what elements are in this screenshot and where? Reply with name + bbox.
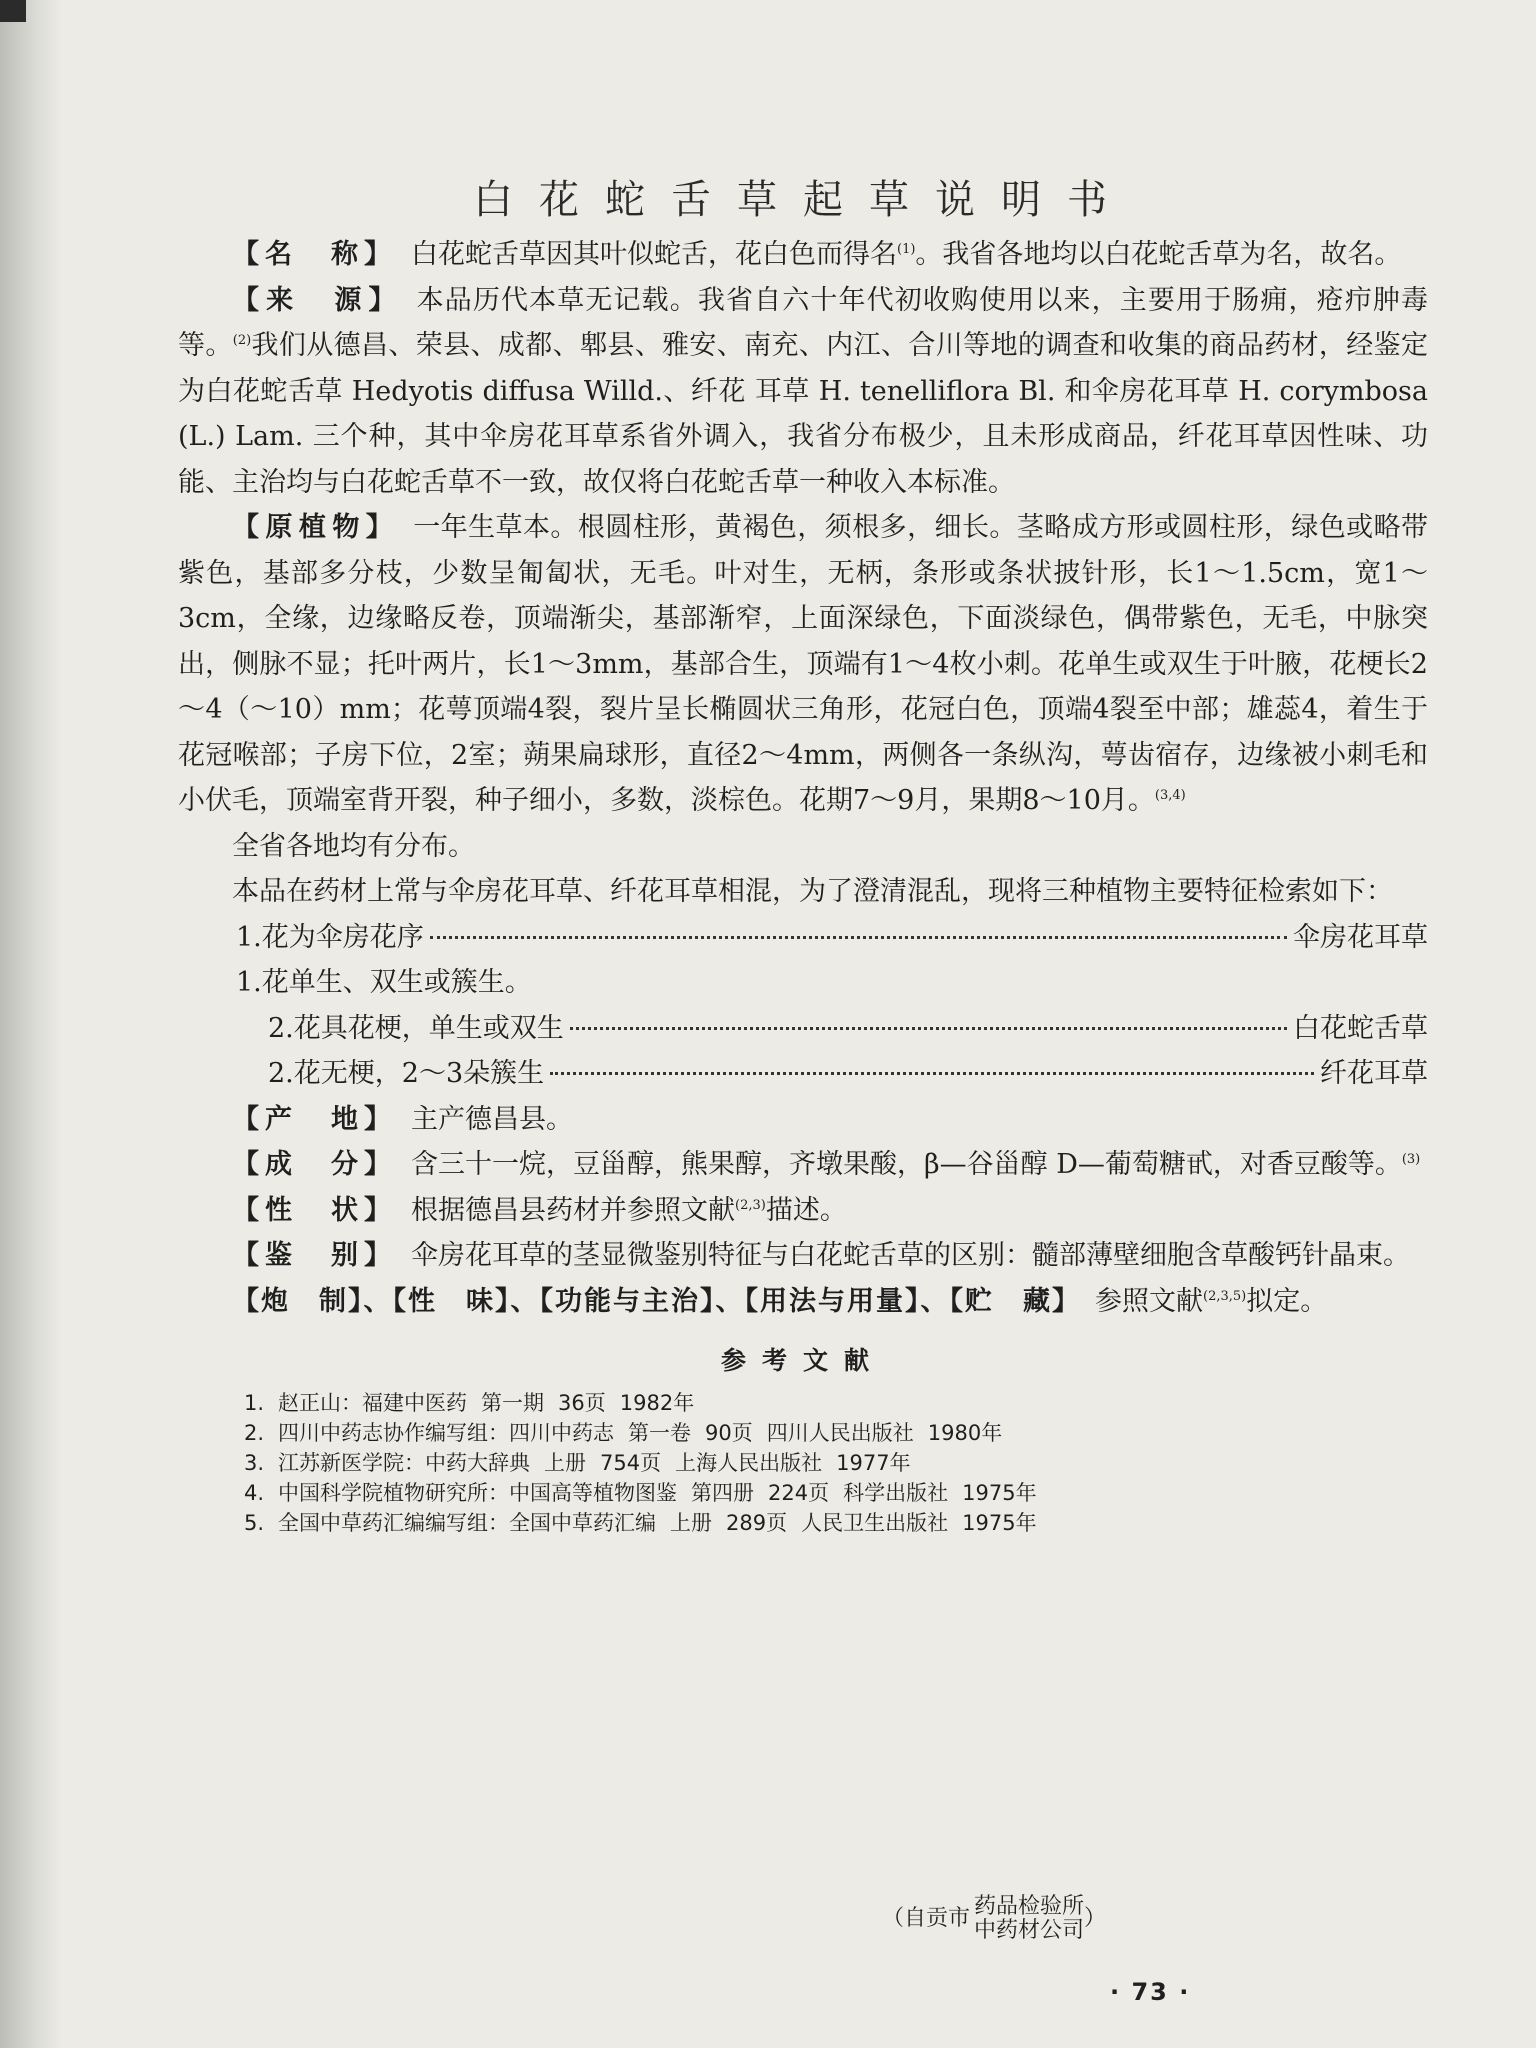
section-plant: 【原植物】 一年生草本。根圆柱形，黄褐色，须根多，细长。茎略成方形或圆柱形，绿色或略带紫色，基部多分枝，少数呈匍匐状，无毛。叶对生，无柄，条形或条状披针形，长1～1.5cm，宽1～3cm，全缘，边缘略反卷，顶端渐尖，基部渐窄，上面深绿色，下面淡绿色，偶带紫色，无毛，中脉突出，侧脉不显；托叶两片，长1～3mm，基部合生，顶端有1～4枚小刺。花单生或双生于叶腋，花梗长2～4（～10）mm；花萼顶端4裂，裂片呈长椭圆状三角形，花冠白色，顶端4裂至中部；雄蕊4，着生于花冠喉部；子房下位，2室；蒴果扁球形，直径2～4mm，两侧各一条纵沟，萼齿宿存，边缘被小刺毛和小伏毛，顶端室背开裂，种子细小，多数，淡棕色。花期7～9月，果期8～10月。$^{(3,4)}$ <box>178 512 1429 816</box>
key-row: 1.花单生、双生或簇生。 <box>236 967 532 998</box>
section-origin: 【产 地】 主产德昌县。 <box>232 1103 573 1135</box>
corner-mark <box>0 0 26 22</box>
citation: (3,4) <box>1154 788 1186 803</box>
reference-item: 3. 江苏新医学院：中药大辞典 上册 754页 上海人民出版社 1977年 <box>244 1450 911 1475</box>
page-binding-edge <box>0 0 62 2048</box>
citation: (1) <box>897 242 916 257</box>
confusion-text: 本品在药材上常与伞房花耳草、纤花耳草相混，为了澄清混乱，现将三种植物主要特征检索如下： <box>232 876 1393 907</box>
dot-leader <box>430 936 1287 939</box>
tag-source: 【来 源】 <box>232 284 403 316</box>
tag-plant: 【原植物】 <box>232 512 400 543</box>
reference-item: 5. 全国中草药汇编编写组：全国中草药汇编 上册 289页 人民卫生出版社 1975年 <box>244 1510 1037 1535</box>
page-number: · 73 · <box>1110 1978 1191 2006</box>
section-composition: 【成 分】 含三十一烷，豆甾醇，熊果醇，齐墩果酸，β—谷甾醇 D—葡萄糖甙，对香豆酸等。$^{(3)}$ <box>232 1149 1421 1180</box>
section-identification: 【鉴 别】 伞房花耳草的茎显微鉴别特征与白花蛇舌草的区别：髓部薄壁细胞含草酸钙针晶束。 <box>232 1240 1410 1271</box>
author-credit: （自贡市 药品检验所 中药材公司 ） <box>882 1894 1107 1943</box>
key-row: 2.花具花梗，单生或双生 白花蛇舌草 <box>268 1012 1428 1044</box>
section-processing: 【炮 制】、【性 味】、【功能与主治】、【用法与用量】、【贮 藏】 参照文献$^{(2,3,5)}$拟定。 <box>232 1285 1328 1317</box>
body-text <box>178 232 1428 1538</box>
page-title: 白花蛇舌草起草说明书 <box>473 177 1133 223</box>
section-character: 【性 状】 根据德昌县药材并参照文献$^{(2,3)}$描述。 <box>232 1194 847 1226</box>
citation: (2,3) <box>735 1197 766 1213</box>
citation: (3) <box>1401 1152 1421 1167</box>
citation: (2,3,5) <box>1203 1288 1247 1304</box>
distribution-text: 全省各地均有分布。 <box>232 830 475 862</box>
identification-key <box>178 915 1428 1097</box>
dot-leader <box>570 1027 1287 1030</box>
reference-item: 4. 中国科学院植物研究所：中国高等植物图鉴 第四册 224页 科学出版社 1975年 <box>244 1480 1037 1505</box>
tag-character: 【性 状】 <box>232 1194 397 1226</box>
tag-identification: 【鉴 别】 <box>232 1240 397 1271</box>
tag-processing: 【炮 制】、【性 味】、【功能与主治】、【用法与用量】、【贮 藏】 <box>232 1285 1081 1317</box>
dot-leader <box>550 1072 1314 1075</box>
section-source: 【来 源】 本品历代本草无记载。我省自六十年代初收购使用以来，主要用于肠痈，疮疖肿毒等。$^{(2)}$我们从德昌、荣县、成都、郫县、雅安、南充、内江、合川等地的调查和收集的商品药材，经鉴定为白花蛇舌草 Hedyotis diffusa Willd.、纤花 耳草 H. tenelliflora Bl. 和伞房花耳草 H. corymbosa (L.) Lam. 三个种，其中伞房花耳草系省外调入，我省分布极少，且未形成商品，纤花耳草因性味、功能、主治均与白花蛇舌草不一致，故仅将白花蛇舌草一种收入本标准。 <box>178 284 1429 498</box>
tag-name: 【名 称】 <box>232 239 397 270</box>
references-list <box>178 1388 1428 1538</box>
key-row: 1.花为伞房花序 伞房花耳草 <box>236 921 1428 953</box>
citation: (2) <box>232 333 252 348</box>
author-orgs: 药品检验所 中药材公司 <box>974 1894 1085 1943</box>
section-name: 【名 称】 白花蛇舌草因其叶似蛇舌，花白色而得名$^{(1)}$。我省各地均以白花蛇舌草为名，故名。 <box>232 239 1402 270</box>
reference-item: 1. 赵正山：福建中医药 第一期 36页 1982年 <box>244 1390 695 1415</box>
tag-origin: 【产 地】 <box>232 1103 397 1135</box>
key-row: 2.花无梗，2～3朵簇生 纤花耳草 <box>268 1058 1428 1089</box>
tag-composition: 【成 分】 <box>232 1149 397 1180</box>
reference-item: 2. 四川中药志协作编写组：四川中药志 第一卷 90页 四川人民出版社 1980年 <box>244 1420 1003 1445</box>
references-title: 参考文献 <box>720 1346 885 1375</box>
